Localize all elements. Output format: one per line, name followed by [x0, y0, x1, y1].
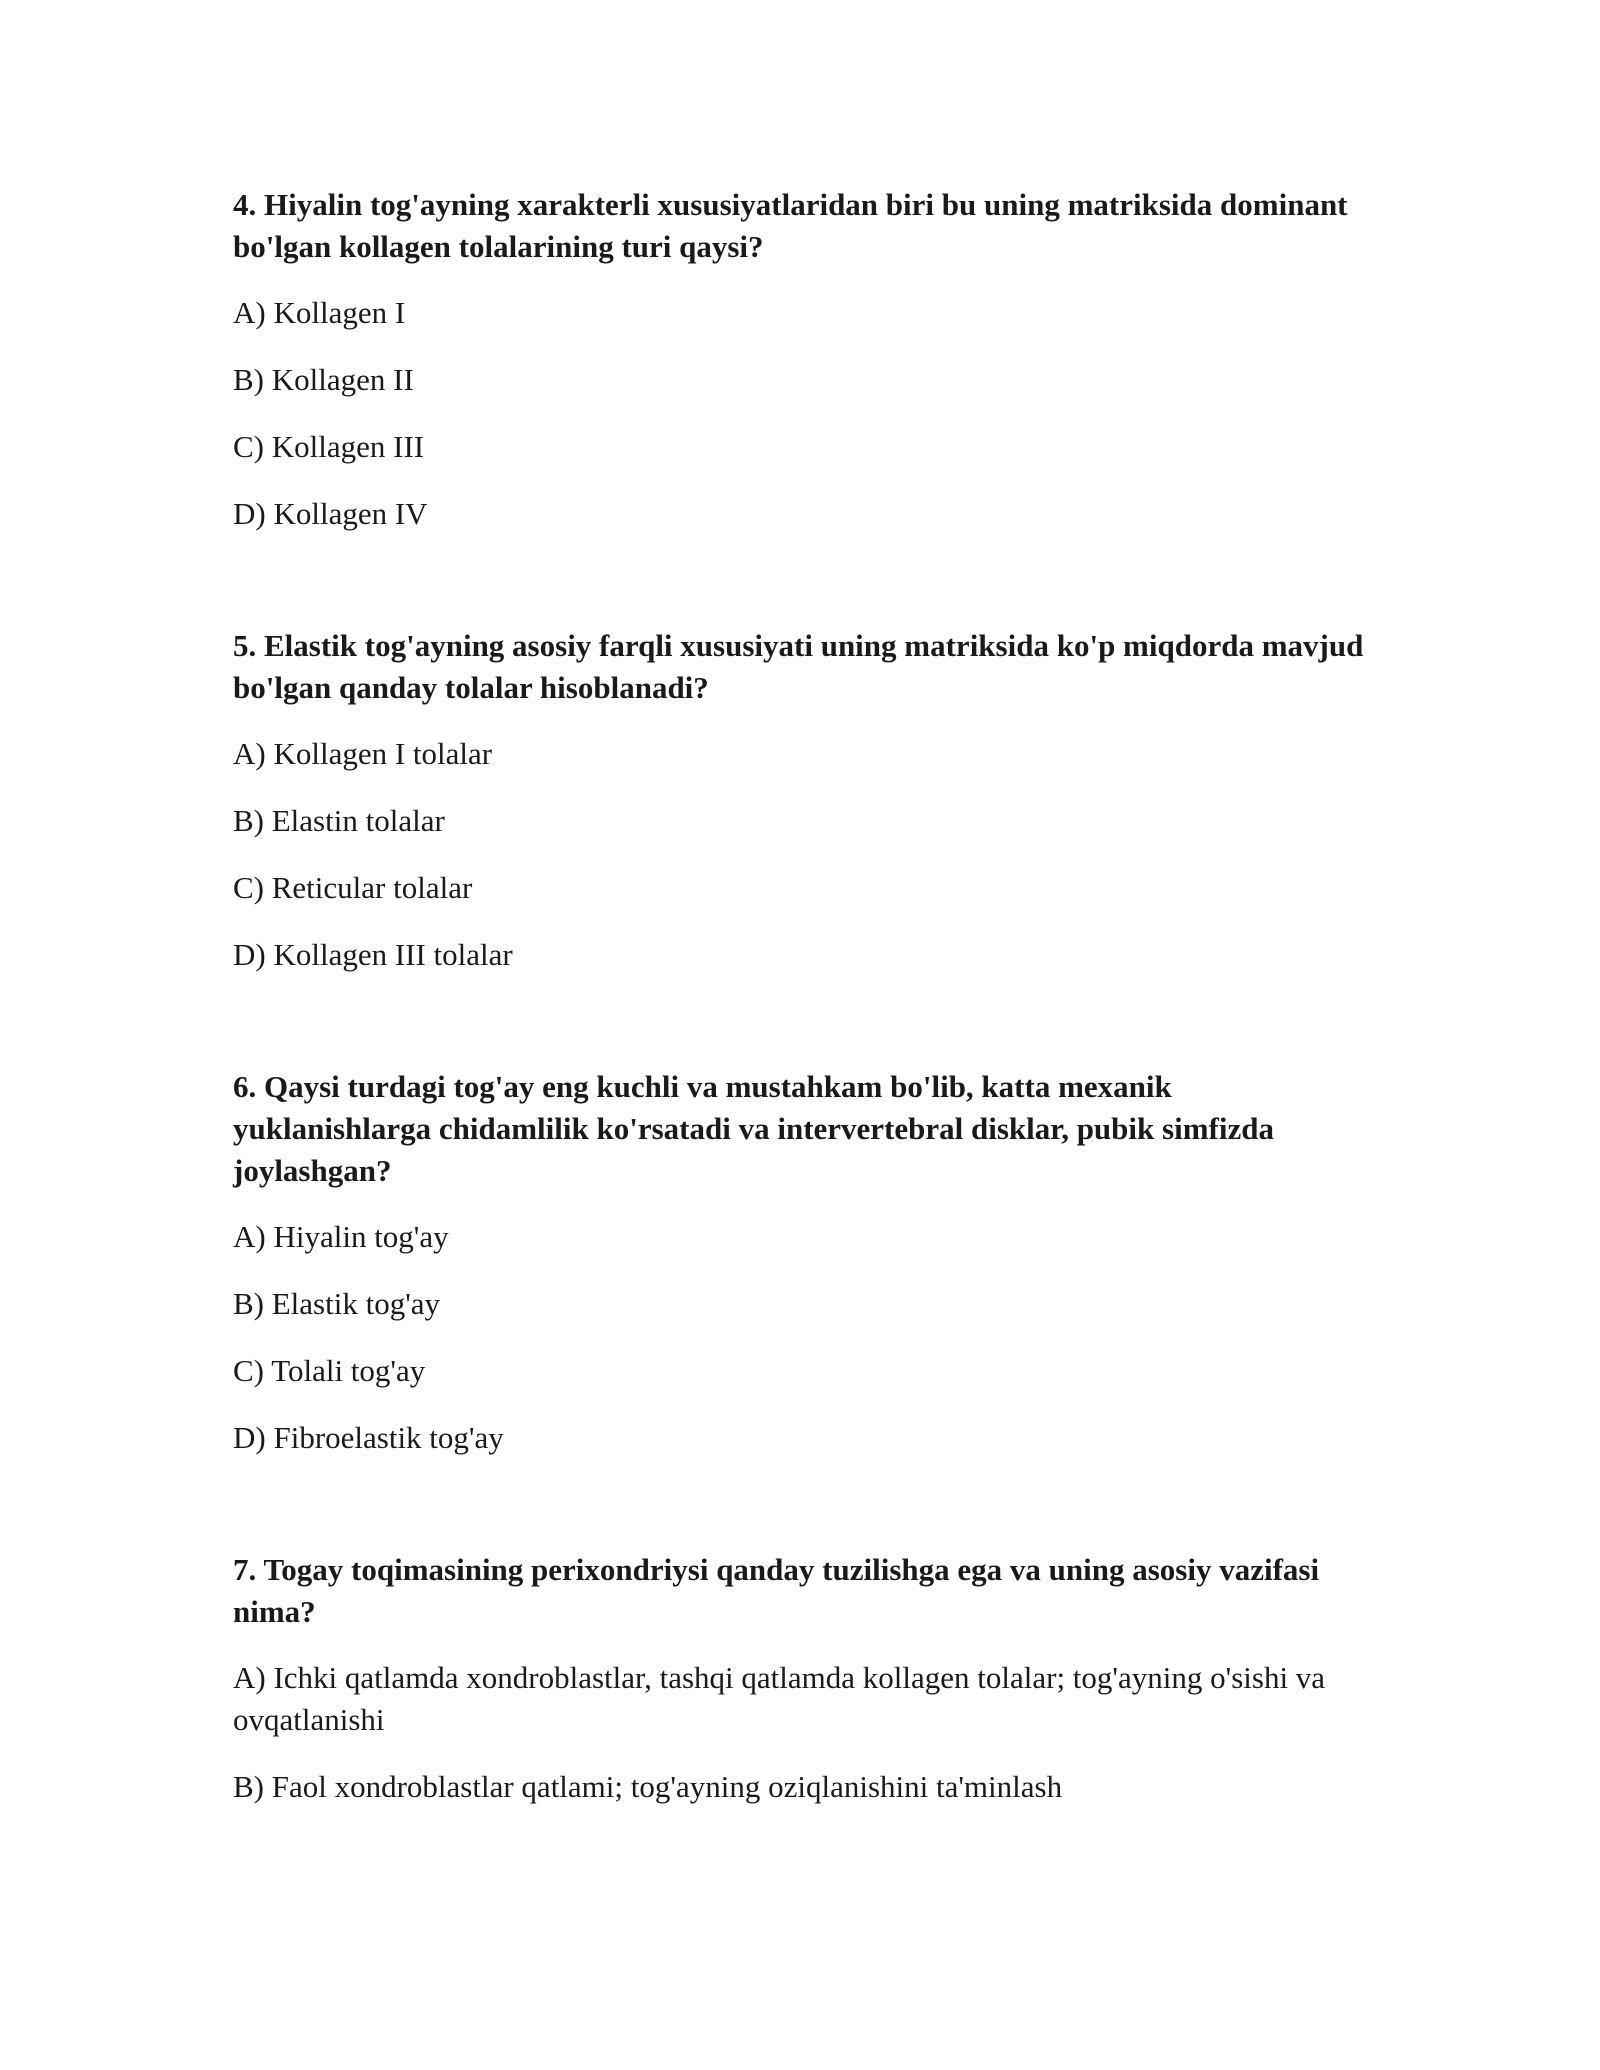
question-7	[233, 1549, 1373, 1808]
answer-option-d: D) Kollagen IV	[233, 496, 428, 531]
question-text: 4. Hiyalin tog'ayning xarakterli xususiyatlaridan biri bu uning matriksida dominant bo'lgan kollagen tolalarining turi qaysi?	[233, 187, 1348, 264]
answer-option-b: B) Elastik tog'ay	[233, 1286, 441, 1321]
question-text: 5. Elastik tog'ayning asosiy farqli xususiyati uning matriksida ko'p miqdorda mavjud bo'lgan qanday tolalar hisoblanadi?	[233, 628, 1364, 705]
question-text: 7. Togay toqimasining perixondriysi qanday tuzilishga ega va uning asosiy vazifasi nima?	[233, 1552, 1320, 1629]
answer-option-b: B) Faol xondroblastlar qatlami; tog'ayning oziqlanishini ta'minlash	[233, 1769, 1063, 1804]
answer-option-d: D) Fibroelastik tog'ay	[233, 1420, 504, 1455]
answer-option-d: D) Kollagen III tolalar	[233, 937, 513, 972]
answer-option-c: C) Reticular tolalar	[233, 870, 473, 905]
answer-option-c: C) Tolali tog'ay	[233, 1353, 426, 1388]
answer-option-b: B) Kollagen II	[233, 362, 414, 397]
answer-option-a: A) Kollagen I	[233, 295, 406, 330]
question-5	[233, 625, 1373, 976]
question-6	[233, 1066, 1373, 1459]
answer-option-a: A) Hiyalin tog'ay	[233, 1219, 449, 1254]
answer-option-a: A) Ichki qatlamda xondroblastlar, tashqi qatlamda kollagen tolalar; tog'ayning o'sishi va ovqatlanishi	[233, 1660, 1326, 1737]
document-content	[233, 184, 1373, 1898]
answer-option-a: A) Kollagen I tolalar	[233, 736, 493, 771]
question-text: 6. Qaysi turdagi tog'ay eng kuchli va mustahkam bo'lib, katta mexanik yuklanishlarga chidamlilik ko'rsatadi va intervertebral disklar, pubik simfizda joylashgan?	[233, 1069, 1274, 1188]
answer-option-b: B) Elastin tolalar	[233, 803, 445, 838]
question-4	[233, 184, 1373, 535]
answer-option-c: C) Kollagen III	[233, 429, 425, 464]
